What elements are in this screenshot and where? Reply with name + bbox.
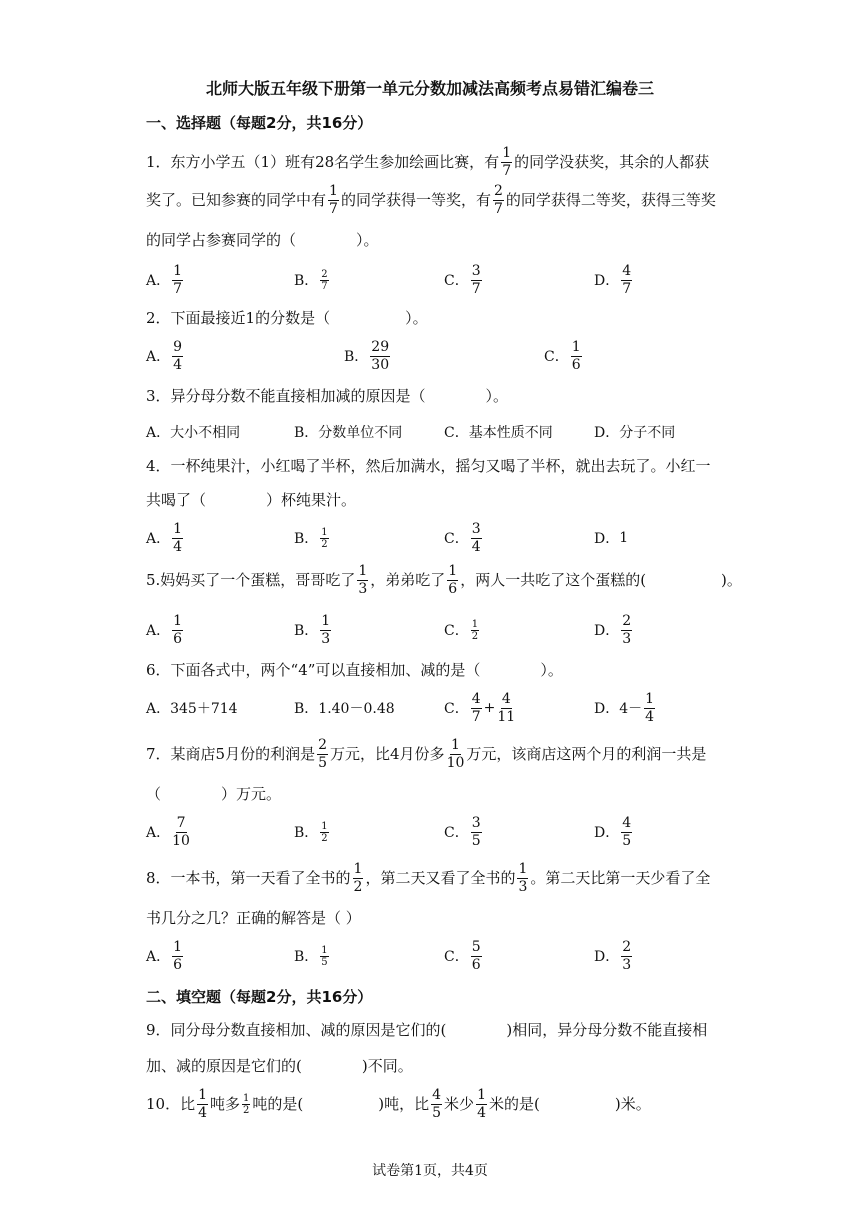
question-6: 6．下面各式中，两个“4”可以直接相加、减的是（ ）。 xyxy=(146,661,563,679)
q3-option-b[interactable]: B．分数单位不同 xyxy=(294,425,403,441)
q2-option-c[interactable]: C． $\frac{1}{6}$ xyxy=(544,338,581,373)
question-1-line-1: 1．东方小学五（1）班有28名学生参加绘画比赛，有 $\frac{1}{7}$ 的同学没获奖，其余的人都获 xyxy=(146,144,710,179)
q1-option-c[interactable]: C． $\frac{3}{7}$ xyxy=(444,262,481,297)
question-7-line-2: （ ）万元。 xyxy=(146,785,282,803)
section-fill-heading: 二、填空题（每题2分，共16分） xyxy=(146,988,373,1006)
q7-option-b[interactable]: B． $\frac{1}{2}$ xyxy=(294,820,328,844)
fraction: $\frac{1}{7}$ xyxy=(502,144,512,179)
question-4-line-1: 4．一杯纯果汁，小红喝了半杯，然后加满水，摇匀又喝了半杯，就出去玩了。小红一 xyxy=(146,457,711,475)
fraction: $\frac{1}{6}$ xyxy=(448,562,458,597)
fraction: $\frac{4}{5}$ xyxy=(432,1086,442,1121)
q1-option-b[interactable]: B． $\frac{2}{7}$ xyxy=(294,268,328,292)
page-title: 北师大版五年级下册第一单元分数加减法高频考点易错汇编卷三 xyxy=(205,79,654,98)
fraction: $\frac{1}{2}$ xyxy=(243,1092,250,1116)
question-10: 10．比 $\frac{1}{4}$ 吨多 $\frac{1}{2}$ 吨的是( )吨，比 $\frac{4}{5}$ 米少 $\frac{1}{4}$ 米的是( )米。 xyxy=(146,1086,651,1121)
q3-option-d[interactable]: D．分子不同 xyxy=(594,425,676,441)
q4-option-d[interactable]: D． 1 xyxy=(594,530,629,547)
q6-option-c[interactable]: C． $\frac{4}{7}$ + $\frac{4}{11}$ xyxy=(444,690,516,725)
q4-option-b[interactable]: B． $\frac{1}{2}$ xyxy=(294,526,328,550)
fraction: $\frac{1}{4}$ xyxy=(477,1086,486,1121)
q1-option-a[interactable]: A． $\frac{1}{7}$ xyxy=(146,262,183,297)
fraction: $\frac{1}{4}$ xyxy=(198,1086,208,1121)
q6-option-b[interactable]: B．1.40－0.48 xyxy=(294,701,395,717)
q3-option-a[interactable]: A．大小不相同 xyxy=(146,425,241,441)
fraction: $\frac{1}{7}$ xyxy=(329,182,338,217)
question-2: 2．下面最接近1的分数是（ ）。 xyxy=(146,309,428,327)
q5-option-a[interactable]: A． $\frac{1}{6}$ xyxy=(146,612,183,647)
page-footer: 试卷第1页，共4页 xyxy=(372,1163,488,1179)
q2-option-b[interactable]: B． $\frac{29}{30}$ xyxy=(344,338,390,373)
q2-option-a[interactable]: A． $\frac{9}{4}$ xyxy=(146,338,183,373)
question-7-line-1: 7．某商店5月份的利润是 $\frac{2}{5}$ 万元，比4月份多 $\frac{1}{10}$ 万元，该商店这两个月的利润一共是 xyxy=(146,736,707,771)
question-8-line-1: 8．一本书，第一天看了全书的 $\frac{1}{2}$ ，第二天又看了全书的 $\frac{1}{3}$ 。第二天比第一天少看了全 xyxy=(146,860,711,895)
fraction: $\frac{1}{10}$ xyxy=(446,736,465,771)
q8-option-c[interactable]: C． $\frac{5}{6}$ xyxy=(444,938,481,973)
fraction: $\frac{1}{3}$ xyxy=(518,860,528,895)
section-choice-heading: 一、选择题（每题2分，共16分） xyxy=(146,114,373,132)
q5-option-b[interactable]: B． $\frac{1}{3}$ xyxy=(294,612,331,647)
q8-option-a[interactable]: A． $\frac{1}{6}$ xyxy=(146,938,183,973)
q4-option-c[interactable]: C． $\frac{3}{4}$ xyxy=(444,520,481,555)
q5-option-c[interactable]: C． $\frac{1}{2}$ xyxy=(444,618,479,642)
question-9-line-2: 加、减的原因是它们的( )不同。 xyxy=(146,1057,413,1075)
q7-option-a[interactable]: A． $\frac{7}{10}$ xyxy=(146,814,190,849)
question-4-line-2: 共喝了（ ）杯纯果汁。 xyxy=(146,491,357,509)
q8-option-b[interactable]: B． $\frac{1}{5}$ xyxy=(294,944,328,968)
q6-option-a[interactable]: A．345＋714 xyxy=(146,701,238,717)
fraction: $\frac{2}{7}$ xyxy=(493,182,503,217)
question-1-line-3: 的同学占参赛同学的（ ）。 xyxy=(146,231,379,249)
q5-option-d[interactable]: D． $\frac{2}{3}$ xyxy=(594,612,632,647)
question-5: 5.妈妈买了一个蛋糕，哥哥吃了 $\frac{1}{3}$ ，弟弟吃了 $\frac{1}{6}$ ，两人一共吃了这个蛋糕的( )。 xyxy=(146,562,742,597)
fraction: $\frac{1}{3}$ xyxy=(358,562,368,597)
q7-option-d[interactable]: D． $\frac{4}{5}$ xyxy=(594,814,632,849)
q7-option-c[interactable]: C． $\frac{3}{5}$ xyxy=(444,814,481,849)
question-9-line-1: 9．同分母分数直接相加、减的原因是它们的( )相同，异分母分数不能直接相 xyxy=(146,1021,708,1039)
q8-option-d[interactable]: D． $\frac{2}{3}$ xyxy=(594,938,632,973)
question-8-line-2: 书几分之几？正确的解答是（ ） xyxy=(146,909,361,927)
q6-option-d[interactable]: D． 4－ $\frac{1}{4}$ xyxy=(594,690,655,725)
question-3: 3．异分母分数不能直接相加减的原因是（ ）。 xyxy=(146,387,509,405)
fraction: $\frac{1}{2}$ xyxy=(353,860,363,895)
q1-option-d[interactable]: D． $\frac{4}{7}$ xyxy=(594,262,632,297)
q3-option-c[interactable]: C．基本性质不同 xyxy=(444,425,553,441)
q4-option-a[interactable]: A． $\frac{1}{4}$ xyxy=(146,520,183,555)
fraction: $\frac{2}{5}$ xyxy=(318,736,328,771)
question-1-line-2: 奖了。已知参赛的同学中有 $\frac{1}{7}$ 的同学获得一等奖，有 $\frac{2}{7}$ 的同学获得二等奖，获得三等奖 xyxy=(146,182,716,217)
